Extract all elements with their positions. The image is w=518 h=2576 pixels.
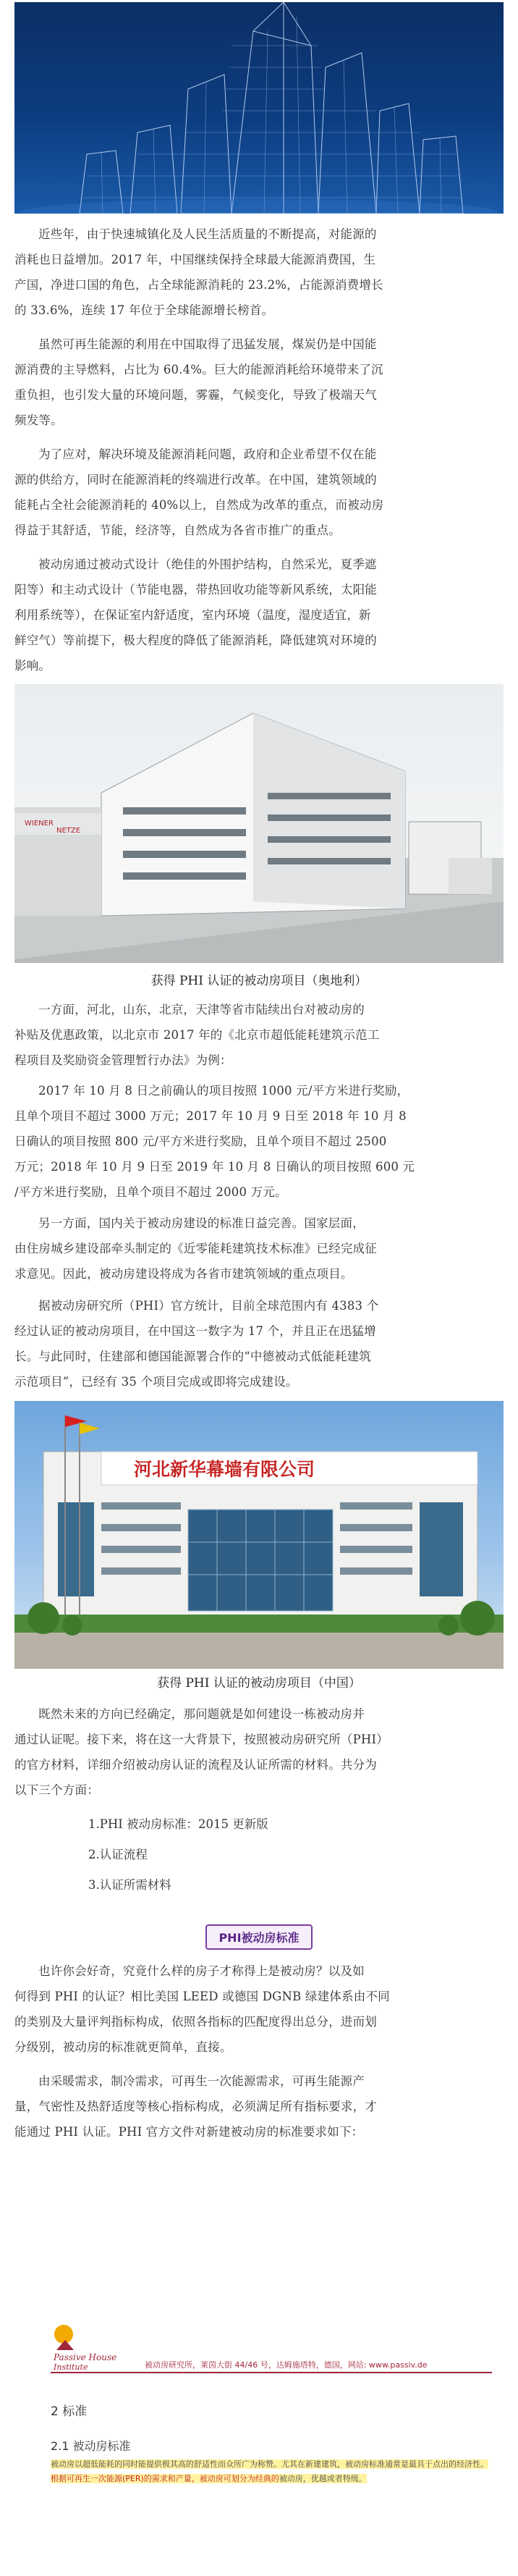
intro-paragraph-4: 被动房通过被动式设计（绝佳的外围护结构，自然采光，夏季遮 阳等）和主动式设计（节能电器，带热回收功能等新风系统，太阳能 利用系统等），在保证室内舒适度，室内环境（温度，湿度适宜，新 鲜空气）等前提下，极大程度的降低了能源消耗，降低建筑对环境的 影响。: [14, 557, 377, 673]
standard-paragraph-2: 由采暖需求，制冷需求，可再生一次能源需求，可再生能源产 量，气密性及热舒适度等核心指标构成，必须满足所有指标要求，才 能通过 PHI 认证。PHI 官方文件对新建被动房的标准要求如下：: [14, 2074, 377, 2139]
policy-paragraph-4: 据被动房研究所（PHI）官方统计，目前全球范围内有 4383 个 经过认证的被动房项目，在中国这一数字为 17 个，并且正在迅猛增 长。与此同时，住建部和德国能源署合作的“中德被动式低能耗建筑 示范项目”，已经有 35 个项目完成或即将完成建设。: [14, 1299, 379, 1389]
wireframe-buildings-illustration: [14, 2, 504, 214]
intro-paragraph-3: 为了应对，解决环境及能源消耗问题，政府和企业希望不仅在能 源的供给方，同时在能源消耗的终端进行改革。在中国，建筑领域的 能耗占全社会能源消耗的 40%以上，自然成为改革的重点，而被动房 得益于其舒适，节能，经济等，自然成为各省市推广的重点。: [14, 447, 384, 537]
hero-wireframe-image: [14, 2, 504, 214]
photo-caption-austria: 获得 PHI 认证的被动房项目（奥地利）: [150, 974, 368, 988]
china-building-illustration: [14, 1401, 504, 1669]
logo-line-2: Institute: [54, 2362, 88, 2372]
list-item-required-materials: 3.认证所需材料: [88, 1878, 171, 1892]
policy-paragraph-2: 2017 年 10 月 8 日之前确认的项目按照 1000 元/平方米进行奖励， 且单个项目不超过 3000 万元；2017 年 10 月 9 日至 2018 年 10 月 8 日确认的项目按照 800 元/平方米进行奖励，且单个项目不超过 2500 万元；2018 年 10 月 9 日至 2019 年 10 月 8 日确认的项目按照 600 元 /平方米进行奖励，且单个项目不超过 2000 万元。: [14, 1084, 415, 1199]
intro-paragraph-1: 近些年，由于快速城镇化及人民生活质量的不断提高，对能源的 消耗也日益增加。2017 年，中国继续保持全球最大能源消费国，生 产国，净进口国的角色，占全球能源消耗的 23.2%，占能源消费增长 的 33.6%，连续 17 年位于全球能源增长榜首。: [14, 227, 383, 317]
passive-house-logo-icon: [51, 2321, 137, 2372]
netze-sign: NETZE: [56, 827, 81, 835]
logo-line-1: Passive House: [54, 2352, 117, 2362]
china-building-photo: [14, 1401, 504, 1669]
section-badge-wrap: [0, 1924, 518, 1950]
document-body-red: 根据可再生一次能源(PER)的需求和产量，被动房可划分为经典的: [51, 2474, 279, 2483]
phi-document-excerpt: [51, 2314, 492, 2564]
intro-paragraph-2: 虽然可再生能源的利用在中国取得了迅猛发展，煤炭仍是中国能 源消费的主导燃料，占比为 60.4%。巨大的能源消耗给环境带来了沉 重负担，也引发大量的环境问题，雾霾，气候变化，导致了极端天气 频发等。: [14, 337, 383, 427]
certification-intro-paragraph: 既然未来的方向已经确定，那问题就是如何建设一栋被动房并 通过认证呢。接下来，将在这一大背景下，按照被动房研究所（PHI） 的官方材料，详细介绍被动房认证的流程及认证所需的材料。共分为 以下三个方面：: [14, 1707, 388, 1797]
policy-paragraph-3: 另一方面，国内关于被动房建设的标准日益完善。国家层面， 由住房城乡建设部牵头制定的《近零能耗建筑技术标准》已经完成征 求意见。因此，被动房建设将成为各省市建筑领域的重点项目。: [14, 1216, 377, 1281]
document-heading-standard: 2 标准: [51, 2404, 88, 2419]
austria-building-photo: [14, 684, 504, 963]
document-body-highlight: 被动房，优越或者特级。: [279, 2474, 367, 2483]
document-body-plain: 被动房以超低能耗的同时能提供极其高的舒适性而众所广为称赞。尤其在新建建筑，被动房标准通常是最具于点出的经济性。: [51, 2459, 488, 2469]
list-item-certification-process: 2.认证流程: [88, 1848, 148, 1861]
standard-paragraph-1: 也许你会好奇，究竟什么样的房子才称得上是被动房？以及如 何得到 PHI 的认证？相比美国 LEED 或德国 DGNB 绿建体系由不同 的类别及大量评判指标构成，依照各指标的匹配度得出总分，进而划 分级别，被动房的标准就更简单，直接。: [14, 1964, 390, 2054]
company-sign: 河北新华幕墙有限公司: [134, 1459, 315, 1480]
document-header: [51, 2321, 492, 2373]
austria-building-illustration: [14, 684, 504, 963]
photo-caption-china: 获得 PHI 认证的被动房项目（中国）: [157, 1676, 361, 1691]
wiener-sign: WIENER: [25, 820, 54, 828]
section-badge-phi-standard: PHI被动房标准: [205, 1924, 312, 1950]
document-heading-passive-house-standard: 2.1 被动房标准: [51, 2439, 131, 2453]
list-item-phi-standard: 1.PHI 被动房标准：2015 更新版: [88, 1817, 268, 1831]
document-address: 被动房研究所，莱茵大街 44/46 号，达姆施塔特，德国，网站: www.passiv.de: [145, 2360, 428, 2370]
document-body-text: [51, 2457, 492, 2486]
policy-paragraph-1: 一方面，河北，山东，北京，天津等省市陆续出台对被动房的 补贴及优惠政策，以北京市 2017 年的《北京市超低能耗建筑示范工 程项目及奖励资金管理暂行办法》为例：: [14, 1003, 380, 1067]
